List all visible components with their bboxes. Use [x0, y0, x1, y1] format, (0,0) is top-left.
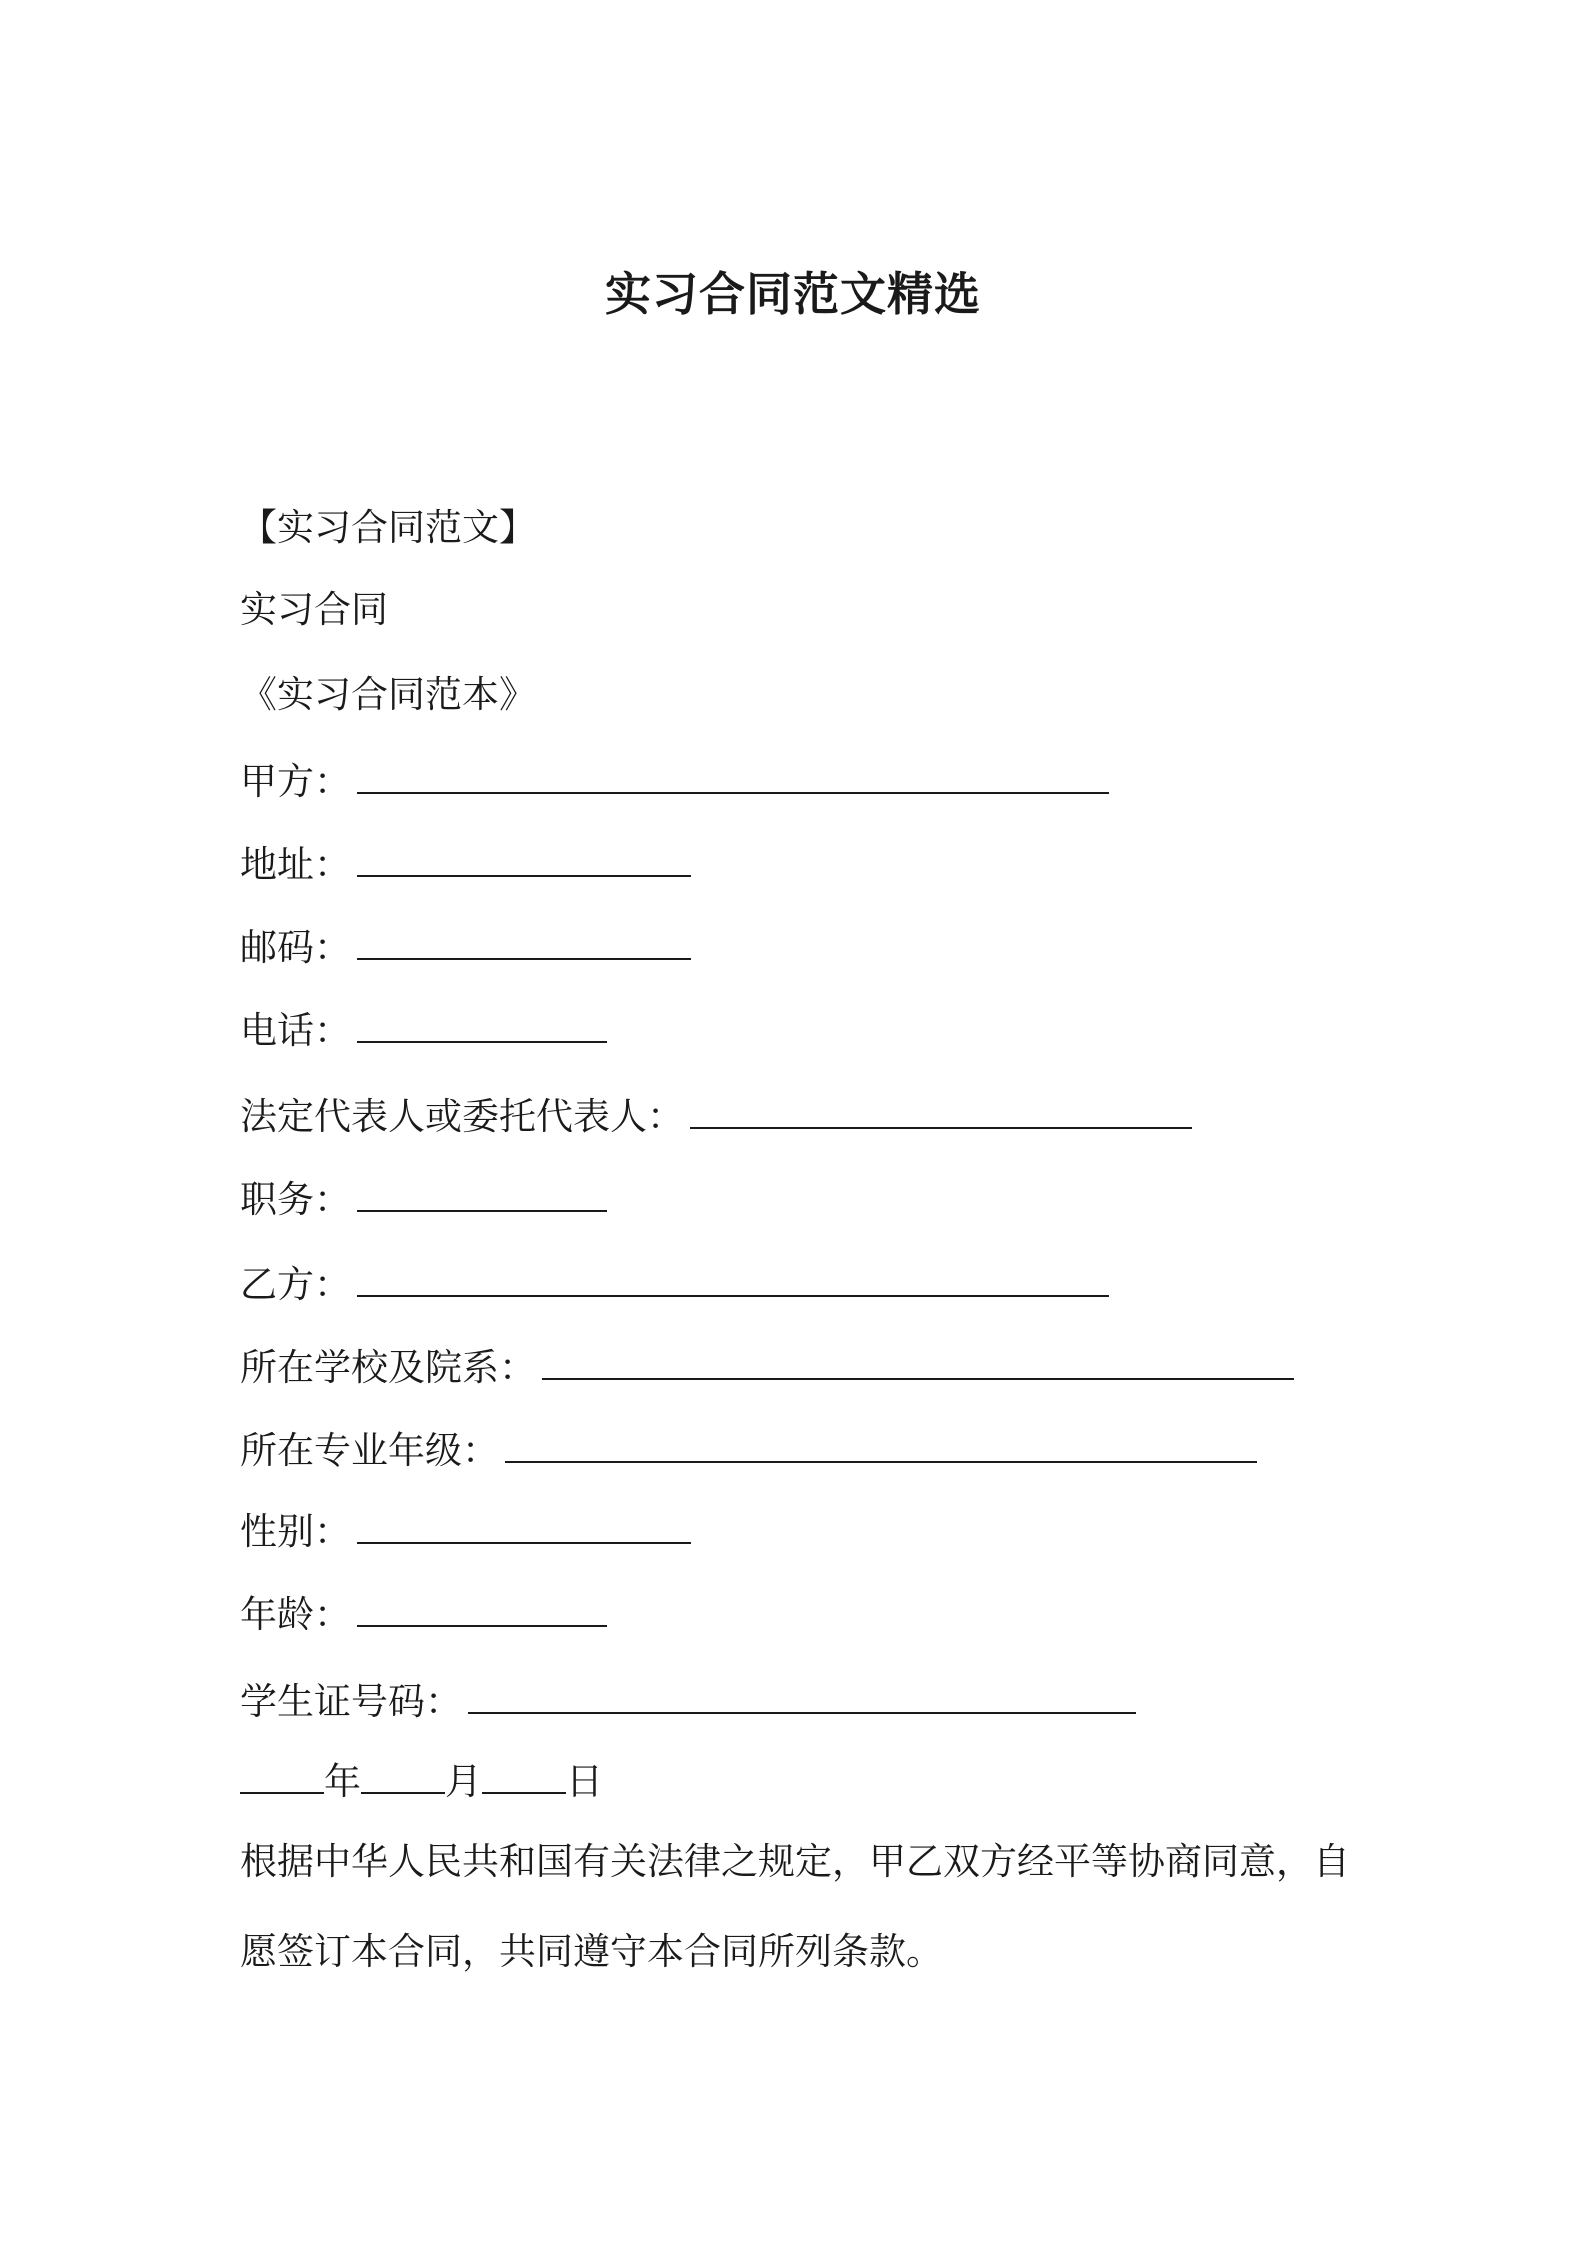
position-row: [240, 1175, 607, 1225]
school-label: 所在学校及院系：: [240, 1346, 536, 1389]
postcode-blank[interactable]: [357, 924, 691, 960]
date-row: [240, 1757, 603, 1807]
postcode-row: [240, 923, 691, 973]
year-blank[interactable]: [240, 1758, 324, 1794]
template-name: 《实习合同范本》: [240, 673, 536, 716]
document-title: 实习合同范文精选: [605, 267, 981, 321]
gender-blank[interactable]: [357, 1508, 691, 1544]
party-b-row: [240, 1260, 1109, 1310]
section-heading: 【实习合同范文】: [240, 506, 536, 549]
representative-blank[interactable]: [690, 1093, 1192, 1129]
major-blank[interactable]: [505, 1427, 1257, 1463]
representative-label: 法定代表人或委托代表人：: [240, 1095, 684, 1138]
party-a-label: 甲方：: [240, 760, 351, 803]
representative-row: [240, 1092, 1192, 1142]
age-label: 年龄：: [240, 1593, 351, 1636]
day-label: 日: [566, 1760, 603, 1803]
gender-row: [240, 1507, 691, 1557]
address-blank[interactable]: [357, 841, 691, 877]
phone-label: 电话：: [240, 1009, 351, 1052]
address-label: 地址：: [240, 843, 351, 886]
major-label: 所在专业年级：: [240, 1429, 499, 1472]
major-row: [240, 1426, 1257, 1476]
preamble-paragraph: 根据中华人民共和国有关法律之规定，甲乙双方经平等协商同意，自愿签订本合同，共同遵守本合同所列条款。: [240, 1840, 1350, 1973]
day-blank[interactable]: [482, 1758, 566, 1794]
party-b-label: 乙方：: [240, 1263, 351, 1306]
age-blank[interactable]: [357, 1591, 607, 1627]
age-row: [240, 1590, 607, 1640]
school-blank[interactable]: [542, 1344, 1294, 1380]
party-a-row: [240, 757, 1109, 807]
month-label: 月: [445, 1760, 482, 1803]
position-blank[interactable]: [357, 1176, 607, 1212]
address-row: [240, 840, 691, 890]
postcode-label: 邮码：: [240, 926, 351, 969]
student-id-label: 学生证号码：: [240, 1680, 462, 1723]
position-label: 职务：: [240, 1178, 351, 1221]
gender-label: 性别：: [240, 1510, 351, 1553]
year-label: 年: [324, 1760, 361, 1803]
phone-row: [240, 1006, 607, 1056]
party-a-blank[interactable]: [357, 758, 1109, 794]
phone-blank[interactable]: [357, 1007, 607, 1043]
student-id-blank[interactable]: [468, 1678, 1136, 1714]
contract-name: 实习合同: [240, 588, 388, 631]
student-id-row: [240, 1677, 1136, 1727]
party-b-blank[interactable]: [357, 1261, 1109, 1297]
month-blank[interactable]: [361, 1758, 445, 1794]
school-row: [240, 1343, 1294, 1393]
